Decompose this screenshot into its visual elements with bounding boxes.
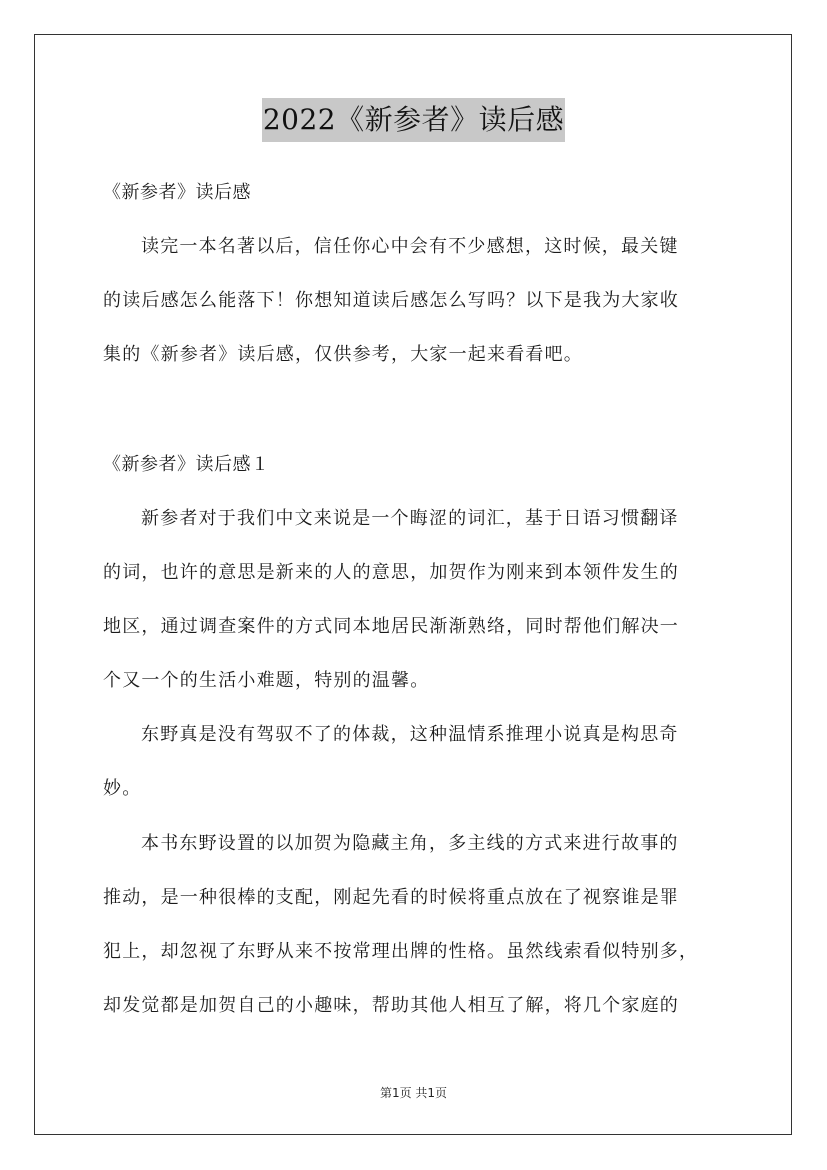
paragraph-line: 的词，也许的意思是新来的人的意思，加贺作为刚来到本领件发生的: [103, 562, 679, 583]
paragraph-line: 推动，是一种很棒的支配，刚起先看的时候将重点放在了视察谁是罪: [103, 887, 679, 908]
paragraph-line: 东野真是没有驾驭不了的体裁，这种温情系推理小说真是构思奇: [141, 724, 679, 745]
page-footer: 第1页 共1页: [379, 1086, 448, 1100]
intro-line: 的读后感怎么能落下！你想知道读后感怎么写吗？以下是我为大家收: [103, 290, 679, 311]
paragraph-line: 却发觉都是加贺自己的小趣味，帮助其他人相互了解，将几个家庭的: [103, 995, 679, 1016]
paragraph-line: 新参者对于我们中文来说是一个晦涩的词汇，基于日语习惯翻译: [141, 508, 679, 529]
paragraph-line: 地区，通过调查案件的方式同本地居民渐渐熟络，同时帮他们解决一: [103, 616, 679, 637]
intro-line: 读完一本名著以后，信任你心中会有不少感想，这时候，最关键: [141, 236, 679, 257]
intro-line: 集的《新参者》读后感，仅供参考，大家一起来看看吧。: [103, 344, 583, 365]
paragraph-line: 本书东野设置的以加贺为隐藏主角，多主线的方式来进行故事的: [141, 833, 679, 854]
section-heading: 《新参者》读后感１: [103, 454, 270, 475]
paragraph-line: 妙。: [103, 778, 142, 799]
paragraph-line: 犯上，却忽视了东野从来不按常理出牌的性格。虽然线索看似特别多，: [103, 941, 699, 962]
title-container: [0, 98, 827, 142]
paragraph-line: 个又一个的生活小难题，特别的温馨。: [103, 670, 430, 691]
document-title: 2022《新参者》读后感: [262, 98, 565, 142]
document-heading: 《新参者》读后感: [103, 182, 251, 203]
